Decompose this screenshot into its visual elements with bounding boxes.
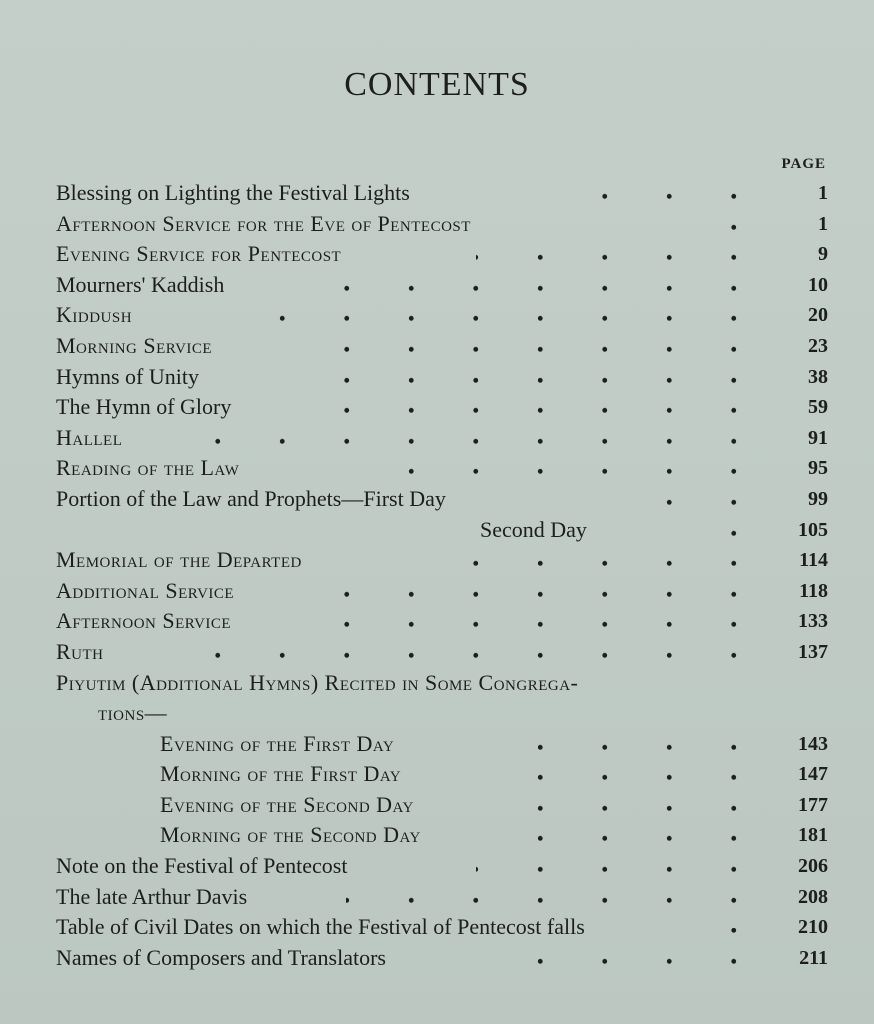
toc-entry-label: Table of Civil Dates on which the Festival of Pentecost falls <box>56 914 585 940</box>
toc-entry <box>56 882 828 913</box>
toc-entry-page: 95 <box>808 457 828 480</box>
toc-entry-label: tions— <box>98 700 168 726</box>
toc-entry <box>56 515 828 546</box>
toc-entry-page: 9 <box>818 243 828 266</box>
toc-entry-page: 208 <box>798 885 828 908</box>
toc-entry-label: The Hymn of Glory <box>56 394 232 420</box>
toc-entry-label: Hallel <box>56 424 123 450</box>
leader-dots <box>162 423 766 454</box>
toc-entry <box>56 545 828 576</box>
toc-entry-label: Ruth <box>56 638 104 664</box>
toc-entry-label: Evening Service for Pentecost <box>56 241 342 267</box>
leader-dots <box>290 331 766 362</box>
leader-dots <box>162 637 766 668</box>
toc-entry-label: Afternoon Service for the Eve of Pentecost <box>56 210 471 236</box>
leader-dots <box>302 606 766 637</box>
page-column-header: PAGE <box>781 156 826 172</box>
toc-entry <box>56 668 828 699</box>
toc-entry-page: 1 <box>818 212 828 235</box>
toc-entry <box>56 606 828 637</box>
toc-entry <box>56 943 828 974</box>
toc-entry-page: 118 <box>799 579 828 602</box>
toc-entry-page: 20 <box>808 304 828 327</box>
toc-entry-page: 133 <box>798 610 828 633</box>
toc-entry-label: Second Day <box>480 516 587 542</box>
toc-entry-page: 1 <box>818 182 828 204</box>
leader-dots <box>356 453 766 484</box>
toc-entry <box>56 362 828 393</box>
leader-dots <box>476 851 766 882</box>
toc-entry-page: 143 <box>798 732 828 755</box>
toc-entry <box>56 209 828 240</box>
page-title: CONTENTS <box>344 66 530 103</box>
toc-entry-page: 91 <box>808 426 828 449</box>
toc-entry-page: 99 <box>808 487 828 510</box>
leader-dots <box>676 209 766 240</box>
toc-entry-page: 206 <box>798 855 828 878</box>
toc-entry-page: 137 <box>798 640 828 663</box>
toc-entry-page: 59 <box>808 396 828 419</box>
toc-entry-label: Evening of the First Day <box>160 730 395 756</box>
toc-entry-label: Mourners' Kaddish <box>56 271 225 297</box>
toc-entry <box>56 239 828 270</box>
toc-entry <box>56 423 828 454</box>
toc-entry-label: Afternoon Service <box>56 608 232 634</box>
toc-entry-label: The late Arthur Davis <box>56 883 248 909</box>
toc-entry-label: Memorial of the Departed <box>56 547 302 573</box>
toc-entry-label: Portion of the Law and Prophets—First Day <box>56 485 446 511</box>
leader-dots <box>476 239 766 270</box>
toc-entry-page: 114 <box>799 549 828 572</box>
leader-dots <box>676 515 766 546</box>
table-of-contents <box>56 178 828 973</box>
toc-entry-page: 181 <box>798 824 828 847</box>
toc-entry-label: Evening of the Second Day <box>160 791 414 817</box>
leader-dots <box>300 392 766 423</box>
leader-dots <box>536 759 766 790</box>
leader-dots <box>346 882 766 913</box>
toc-entry-page: 105 <box>798 518 828 541</box>
toc-entry <box>56 392 828 423</box>
toc-entry-page: 211 <box>799 946 828 969</box>
toc-entry-page: 210 <box>798 916 828 939</box>
toc-entry-page: 23 <box>808 334 828 357</box>
toc-entry <box>56 270 828 301</box>
leader-dots <box>536 790 766 821</box>
toc-entry <box>56 790 828 821</box>
toc-entry <box>56 484 828 515</box>
toc-entry <box>56 637 828 668</box>
toc-entry <box>56 453 828 484</box>
toc-entry-label: Morning of the First Day <box>160 761 402 787</box>
leader-dots <box>302 576 766 607</box>
toc-entry <box>56 698 828 729</box>
toc-entry-label: Additional Service <box>56 577 235 603</box>
toc-entry <box>56 912 828 943</box>
toc-entry <box>56 178 828 209</box>
leader-dots <box>516 943 766 974</box>
toc-entry-label: Kiddush <box>56 302 133 328</box>
toc-entry-label: Reading of the Law <box>56 455 240 481</box>
leader-dots <box>536 729 766 760</box>
toc-entry-label: Hymns of Unity <box>56 363 199 389</box>
toc-entry <box>56 331 828 362</box>
leader-dots <box>570 178 766 209</box>
leader-dots <box>226 300 766 331</box>
toc-entry-page: 177 <box>798 793 828 816</box>
leader-dots <box>726 912 766 943</box>
toc-entry-label: Blessing on Lighting the Festival Lights <box>56 180 410 205</box>
toc-entry <box>56 759 828 790</box>
toc-entry <box>56 729 828 760</box>
leader-dots <box>416 545 766 576</box>
toc-entry <box>56 576 828 607</box>
toc-entry-page: 147 <box>798 763 828 786</box>
toc-entry-page: 10 <box>808 273 828 296</box>
toc-entry-page: 38 <box>808 365 828 388</box>
toc-entry <box>56 300 828 331</box>
toc-entry-label: Piyutim (Additional Hymns) Recited in Some Congrega- <box>56 669 579 695</box>
toc-entry <box>56 820 828 851</box>
toc-entry-label: Morning Service <box>56 332 213 358</box>
toc-entry-label: Names of Composers and Translators <box>56 944 386 970</box>
leader-dots <box>300 270 766 301</box>
toc-entry-label: Morning of the Second Day <box>160 822 421 848</box>
toc-entry-label: Note on the Festival of Pentecost <box>56 853 348 879</box>
leader-dots <box>536 820 766 851</box>
toc-entry <box>56 851 828 882</box>
leader-dots <box>290 362 766 393</box>
leader-dots <box>612 484 766 515</box>
